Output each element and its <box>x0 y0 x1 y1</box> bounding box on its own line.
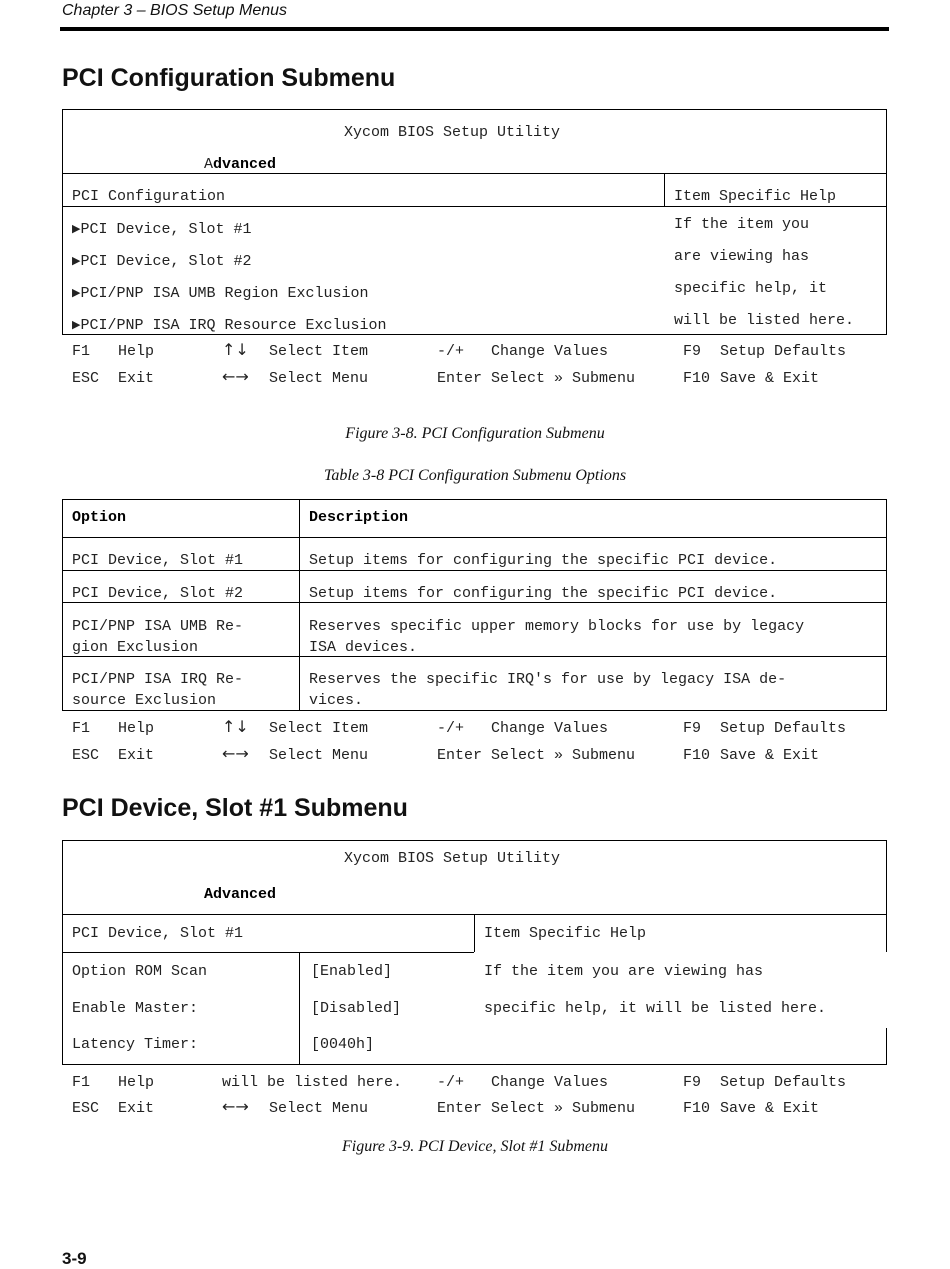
key-plus-minus: -/+ <box>437 1074 465 1091</box>
setting-label-enable-master: Enable Master: <box>72 1000 199 1017</box>
section-title-pci-slot-1: PCI Device, Slot #1 Submenu <box>62 794 408 822</box>
chapter-header: Chapter 3 – BIOS Setup Menus <box>62 2 288 19</box>
key-esc: ESC <box>72 1100 100 1117</box>
setting-label-option-rom-scan: Option ROM Scan <box>72 963 208 980</box>
key-label: Help <box>118 343 155 360</box>
key-f1: F1 <box>72 343 91 360</box>
menu-label-rest: dvanced <box>213 156 277 173</box>
key-label: Select » Submenu <box>491 370 636 387</box>
help-text-line: If the item you <box>674 216 810 233</box>
key-label: Help <box>118 1074 155 1091</box>
key-label: Setup Defaults <box>720 343 847 360</box>
help-text-line: specific help, it will be listed here. <box>484 1000 827 1017</box>
setting-value-enable-master[interactable]: [Disabled] <box>311 1000 402 1017</box>
figure-caption: Figure 3-9. PCI Device, Slot #1 Submenu <box>341 1138 608 1155</box>
table-divider <box>62 537 887 538</box>
key-label: Save & Exit <box>720 370 820 387</box>
page-number: 3-9 <box>62 1249 87 1268</box>
key-label: Save & Exit <box>720 747 820 764</box>
table-divider <box>62 602 887 603</box>
table-cell-description: ISA devices. <box>309 639 418 656</box>
help-text-line: specific help, it <box>674 280 828 297</box>
utility-title: Xycom BIOS Setup Utility <box>344 850 561 867</box>
header-rule <box>60 27 889 31</box>
key-esc: ESC <box>72 370 100 387</box>
submenu-arrow-icon: ▶ <box>72 288 81 300</box>
table-caption: Table 3-8 PCI Configuration Submenu Options <box>323 467 627 484</box>
key-label: Select Item <box>269 720 369 737</box>
key-plus-minus: -/+ <box>437 720 465 737</box>
key-label: Change Values <box>491 343 609 360</box>
key-enter: Enter <box>437 370 483 387</box>
help-text-line: are viewing has <box>674 248 810 265</box>
submenu-arrow-icon: ▶ <box>72 256 81 268</box>
setting-label-latency-timer: Latency Timer: <box>72 1036 199 1053</box>
divider <box>299 952 300 1065</box>
key-label: Select Menu <box>269 1100 369 1117</box>
table-divider <box>62 656 887 657</box>
submenu-arrow-icon: ▶ <box>72 224 81 236</box>
table-cell-option: gion Exclusion <box>72 639 199 656</box>
key-enter: Enter <box>437 1100 483 1117</box>
key-f10: F10 <box>683 747 711 764</box>
table-cell-option: PCI/PNP ISA IRQ Re- <box>72 671 244 688</box>
table-divider <box>299 499 300 711</box>
up-down-arrow-icon: ↑↓ <box>222 340 249 359</box>
table-divider <box>62 570 887 571</box>
key-enter: Enter <box>437 747 483 764</box>
left-right-arrow-icon: ←→ <box>222 744 249 763</box>
key-label: Select » Submenu <box>491 1100 636 1117</box>
table-cell-option: PCI/PNP ISA UMB Re- <box>72 618 244 635</box>
help-text-line: If the item you are viewing has <box>484 963 764 980</box>
table-cell-option: source Exclusion <box>72 692 217 709</box>
table-cell-description: vices. <box>309 692 364 709</box>
key-label: will be listed here. <box>222 1074 403 1091</box>
panel-title: PCI Device, Slot #1 <box>72 925 244 942</box>
divider <box>664 173 665 207</box>
menu-item-pci-slot-1[interactable]: ▶PCI Device, Slot #1 <box>72 221 252 238</box>
menu-item-umb-exclusion[interactable]: ▶PCI/PNP ISA UMB Region Exclusion <box>72 285 369 302</box>
left-right-arrow-icon: ←→ <box>222 1097 249 1116</box>
menu-advanced[interactable]: Advanced <box>204 886 277 903</box>
divider <box>62 206 887 207</box>
key-label: Help <box>118 720 155 737</box>
key-label: Select Menu <box>269 747 369 764</box>
key-f9: F9 <box>683 720 702 737</box>
key-label: Setup Defaults <box>720 720 847 737</box>
key-f9: F9 <box>683 1074 702 1091</box>
utility-title: Xycom BIOS Setup Utility <box>344 124 561 141</box>
key-f10: F10 <box>683 370 711 387</box>
menu-advanced[interactable] <box>204 156 276 173</box>
key-label: Change Values <box>491 720 609 737</box>
divider <box>474 914 475 953</box>
divider <box>62 173 887 174</box>
menu-item-irq-exclusion[interactable]: ▶PCI/PNP ISA IRQ Resource Exclusion <box>72 317 387 334</box>
key-label: Select » Submenu <box>491 747 636 764</box>
key-f9: F9 <box>683 343 702 360</box>
up-down-arrow-icon: ↑↓ <box>222 717 249 736</box>
menu-hotkey-letter: A <box>204 156 214 173</box>
key-f10: F10 <box>683 1100 711 1117</box>
key-f1: F1 <box>72 1074 91 1091</box>
key-label: Setup Defaults <box>720 1074 847 1091</box>
submenu-arrow-icon: ▶ <box>72 320 81 332</box>
section-title-pci-configuration: PCI Configuration Submenu <box>62 64 396 92</box>
left-right-arrow-icon: ←→ <box>222 367 249 386</box>
figure-caption: Figure 3-8. PCI Configuration Submenu <box>345 425 605 442</box>
table-cell-description: Setup items for configuring the specific PCI device. <box>309 585 778 602</box>
panel-title: PCI Configuration <box>72 188 226 205</box>
key-f1: F1 <box>72 720 91 737</box>
setting-value-latency-timer[interactable]: [0040h] <box>311 1036 375 1053</box>
key-label: Exit <box>118 1100 155 1117</box>
key-label: Change Values <box>491 1074 609 1091</box>
help-title: Item Specific Help <box>674 188 837 205</box>
key-label: Select Menu <box>269 370 369 387</box>
table-cell-description: Setup items for configuring the specific PCI device. <box>309 552 778 569</box>
key-label: Select Item <box>269 343 369 360</box>
table-cell-description: Reserves specific upper memory blocks for use by legacy <box>309 618 805 635</box>
help-text-line: will be listed here. <box>674 312 855 329</box>
key-label: Exit <box>118 370 155 387</box>
key-plus-minus: -/+ <box>437 343 465 360</box>
table-cell-description: Reserves the specific IRQ's for use by legacy ISA de- <box>309 671 787 688</box>
table-cell-option: PCI Device, Slot #1 <box>72 552 244 569</box>
key-label: Save & Exit <box>720 1100 820 1117</box>
table-cell-option: PCI Device, Slot #2 <box>72 585 244 602</box>
setting-value-option-rom-scan[interactable]: [Enabled] <box>311 963 393 980</box>
divider <box>886 1028 887 1065</box>
table-header-description: Description <box>309 509 409 526</box>
table-header-option: Option <box>72 509 127 526</box>
help-title: Item Specific Help <box>484 925 647 942</box>
key-esc: ESC <box>72 747 100 764</box>
key-label: Exit <box>118 747 155 764</box>
menu-item-pci-slot-2[interactable]: ▶PCI Device, Slot #2 <box>72 253 252 270</box>
